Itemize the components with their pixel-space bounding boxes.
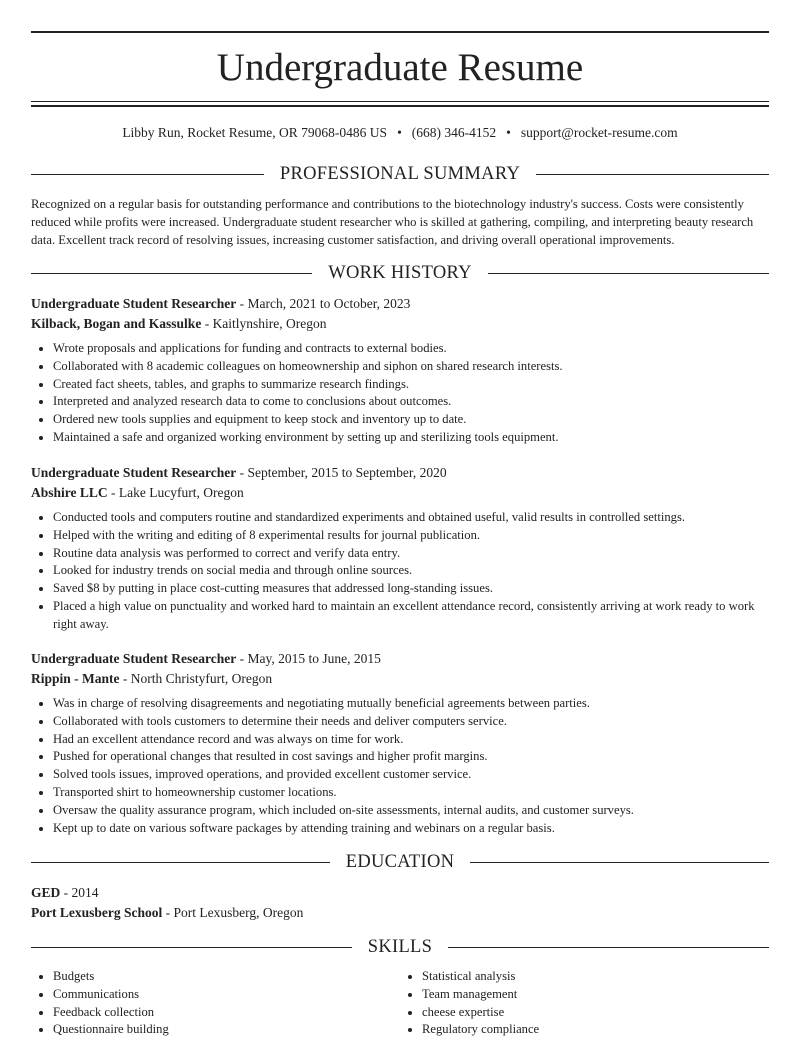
list-item: • Collaborated with 8 academic colleagues on homeownership and siphon on shared research interests. (53, 358, 769, 376)
list-item: • Interpreted and analyzed research data to come to conclusions about outcomes. (53, 393, 769, 411)
dash: - (119, 671, 131, 686)
list-item: • Had an excellent attendance record and was always on time for work. (53, 731, 769, 749)
contact-phone: (668) 346-4152 (411, 125, 497, 140)
list-item: • Wrote proposals and applications for funding and contracts to external bodies. (53, 340, 769, 358)
job-title: Undergraduate Student Researcher (31, 465, 237, 480)
top-rule (31, 31, 769, 33)
section-title: EDUCATION (345, 851, 455, 872)
dash: - (60, 885, 72, 900)
job-title: Undergraduate Student Researcher (31, 651, 237, 666)
contact-separator: • (397, 125, 402, 140)
section-rule (470, 862, 769, 863)
education-entry (31, 883, 769, 923)
section-header-summary (31, 163, 769, 185)
dash: - (236, 296, 248, 311)
list-item: • Kept up to date on various software packages by attending training and webinars on a regular basis. (53, 820, 769, 838)
contact-line (0, 124, 800, 142)
list-item: • cheese expertise (422, 1004, 769, 1022)
job-entry (31, 294, 769, 447)
list-item: • Oversaw the quality assurance program, which included on-site assessments, internal audits, and customer surveys. (53, 802, 769, 820)
section-rule (31, 273, 312, 274)
section-header-work (31, 262, 769, 284)
education-degree-line (31, 883, 769, 903)
job-entry (31, 463, 769, 634)
list-item: • Placed a high value on punctuality and worked hard to maintain an excellent attendance record, consistently arriving at work ready to work right away. (53, 598, 769, 634)
education-location: Port Lexusberg, Oregon (173, 905, 304, 920)
job-company: Rippin - Mante (31, 671, 120, 686)
list-item: • Feedback collection (53, 1004, 400, 1022)
job-bullets (31, 695, 769, 837)
list-item: • Regulatory compliance (422, 1021, 769, 1039)
list-item: • Conducted tools and computers routine and standardized experiments and obtained useful, valid results in controlled settings. (53, 509, 769, 527)
section-title: SKILLS (367, 936, 433, 957)
job-dates: May, 2015 to June, 2015 (247, 651, 381, 666)
job-location: Lake Lucyfurt, Oregon (118, 485, 244, 500)
contact-email: support@rocket-resume.com (520, 125, 678, 140)
job-company: Kilback, Bogan and Kassulke (31, 316, 202, 331)
list-item: • Created fact sheets, tables, and graphs to summarize research findings. (53, 376, 769, 394)
section-rule (488, 273, 769, 274)
dash: - (107, 485, 119, 500)
list-item: • Helped with the writing and editing of 8 experimental results for journal publication. (53, 527, 769, 545)
list-item: • Questionnaire building (53, 1021, 400, 1039)
job-bullets (31, 509, 769, 634)
page-title: Undergraduate Resume (216, 46, 584, 89)
section-rule (31, 174, 264, 175)
dash: - (236, 651, 248, 666)
contact-address: Libby Run, Rocket Resume, OR 79068-0486 US (122, 125, 388, 140)
job-title-line (31, 649, 769, 669)
job-title-line (31, 463, 769, 483)
dash: - (236, 465, 248, 480)
list-item: • Collaborated with tools customers to determine their needs and deliver computers service. (53, 713, 769, 731)
list-item: • Communications (53, 986, 400, 1004)
section-rule (31, 862, 330, 863)
job-company-line (31, 314, 769, 334)
job-dates: September, 2015 to September, 2020 (247, 465, 447, 480)
education-year: 2014 (71, 885, 99, 900)
job-company-line (31, 483, 769, 503)
list-item: • Was in charge of resolving disagreements and negotiating mutually beneficial agreements between parties. (53, 695, 769, 713)
list-item: • Ordered new tools supplies and equipment to keep stock and inventory up to date. (53, 411, 769, 429)
job-company: Abshire LLC (31, 485, 108, 500)
education-degree: GED (31, 885, 61, 900)
education-school: Port Lexusberg School (31, 905, 163, 920)
job-bullets (31, 340, 769, 447)
contact-separator: • (506, 125, 511, 140)
job-location: Kaitlynshire, Oregon (212, 316, 327, 331)
list-item: • Solved tools issues, improved operations, and provided excellent customer service. (53, 766, 769, 784)
list-item: • Statistical analysis (422, 968, 769, 986)
list-item: • Budgets (53, 968, 400, 986)
job-location: North Christyfurt, Oregon (130, 671, 273, 686)
section-rule (448, 947, 769, 948)
skills-column-right (400, 968, 769, 1039)
skills-list (31, 968, 769, 1039)
title-double-rule (31, 101, 769, 107)
list-item: • Transported shirt to homeownership customer locations. (53, 784, 769, 802)
section-header-skills (31, 936, 769, 958)
list-item: • Pushed for operational changes that resulted in cost savings and higher profit margins. (53, 748, 769, 766)
section-title: WORK HISTORY (328, 262, 472, 283)
summary-text: Recognized on a regular basis for outstanding performance and contributions to the biotechnology industry's success. Costs were consistently reduced while profits were increased. Undergraduate student researcher who is skilled at gathering, compiling, and interpreting beauty research data. Excellent track record of resolving issues, increasing customer satisfaction, and driving overall operational improvements. (31, 197, 754, 247)
section-title: PROFESSIONAL SUMMARY (279, 163, 521, 184)
job-title: Undergraduate Student Researcher (31, 296, 237, 311)
dash: - (162, 905, 174, 920)
list-item: • Maintained a safe and organized working environment by setting up and sterilizing tools equipment. (53, 429, 769, 447)
section-rule (31, 947, 352, 948)
list-item: • Routine data analysis was performed to correct and verify data entry. (53, 545, 769, 563)
list-item: • Team management (422, 986, 769, 1004)
skills-column-left (31, 968, 400, 1039)
list-item: • Looked for industry trends on social media and through online sources. (53, 562, 769, 580)
education-school-line (31, 903, 769, 923)
section-header-education (31, 851, 769, 873)
job-dates: March, 2021 to October, 2023 (247, 296, 411, 311)
list-item: • Saved $8 by putting in place cost-cutting measures that addressed long-standing issues. (53, 580, 769, 598)
dash: - (201, 316, 213, 331)
job-title-line (31, 294, 769, 314)
section-rule (536, 174, 769, 175)
job-company-line (31, 669, 769, 689)
job-entry (31, 649, 769, 837)
